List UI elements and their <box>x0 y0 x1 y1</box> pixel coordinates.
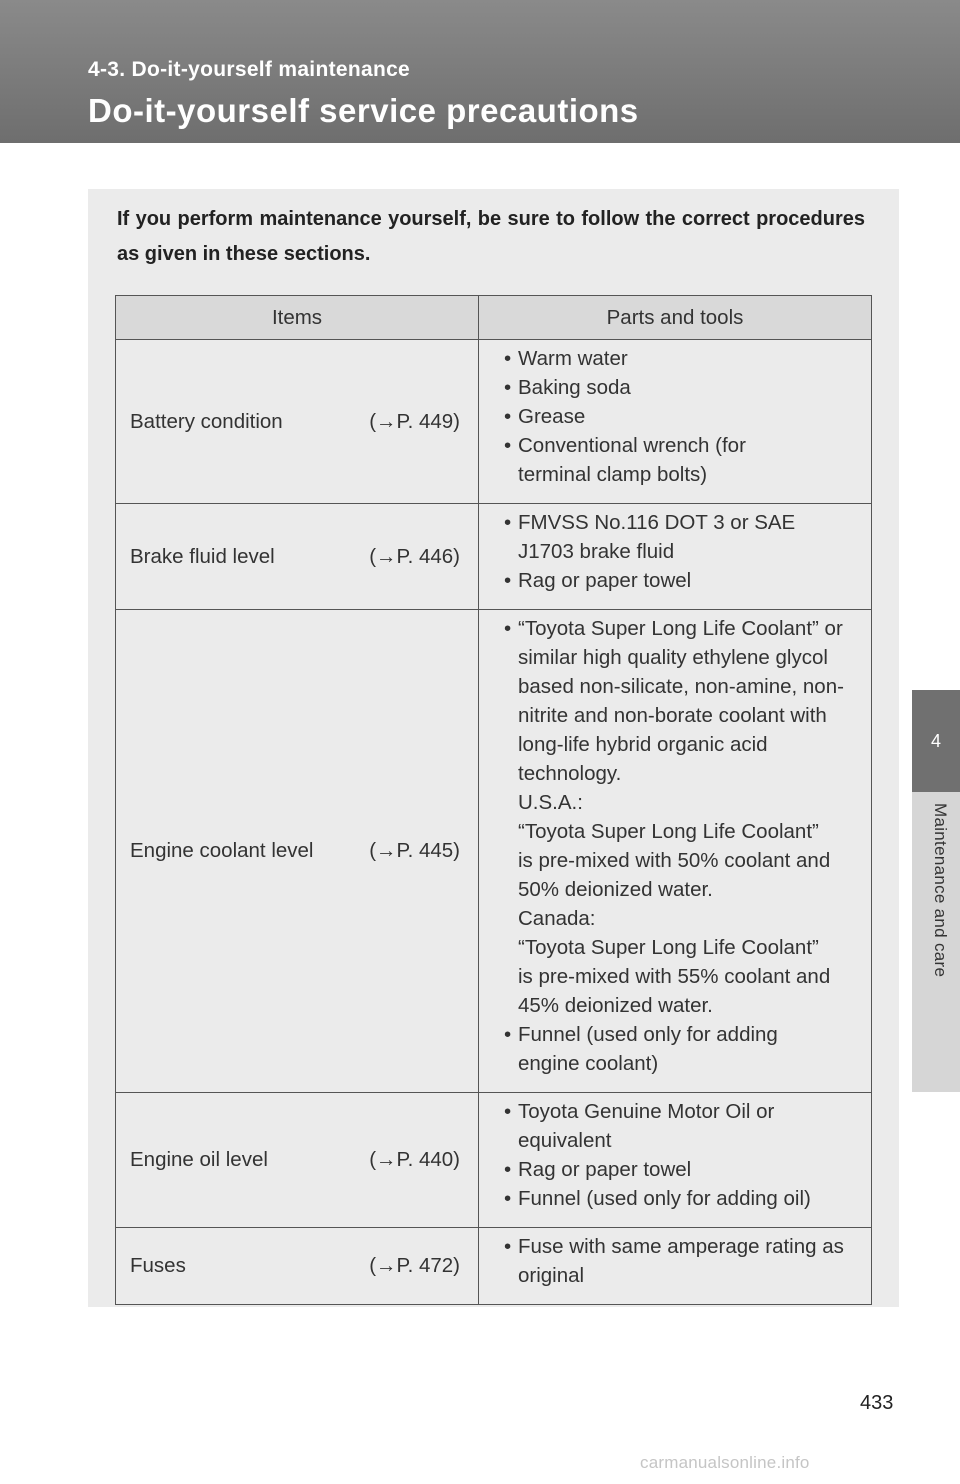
region-note: U.S.A.: <box>518 791 583 814</box>
table-row <box>116 610 872 1093</box>
parts-cell <box>479 340 872 504</box>
item-name: Battery condition <box>130 409 283 433</box>
region-note: Canada: <box>518 907 596 930</box>
list-item: • Conventional wrench (for terminal clamp bolts) <box>491 431 768 489</box>
list-item: • Baking soda <box>491 373 863 402</box>
list-item: • Funnel (used only for adding oil) <box>491 1184 863 1213</box>
column-header-parts: Parts and tools <box>479 296 872 340</box>
list-item: • Fuse with same amperage rating as original <box>491 1232 863 1290</box>
item-cell <box>116 610 479 1093</box>
parts-cell <box>479 1228 872 1305</box>
column-header-items: Items <box>116 296 479 340</box>
item-cell <box>116 340 479 504</box>
chapter-tab <box>912 690 960 792</box>
table-row <box>116 1228 872 1305</box>
region-note: “Toyota Super Long Life Coolant” is pre-mixed with 50% coolant and 50% deionized water. <box>518 820 831 901</box>
item-cell <box>116 504 479 610</box>
list-item: • Funnel (used only for adding engine coolant) <box>491 1020 818 1078</box>
region-note: “Toyota Super Long Life Coolant” is pre-mixed with 55% coolant and 45% deionized water. <box>518 936 831 1017</box>
item-name: Brake fluid level <box>130 544 275 568</box>
list-item: • Rag or paper towel <box>491 1155 863 1184</box>
page-number: 433 <box>860 1392 894 1414</box>
table-header-row <box>116 296 872 340</box>
item-name: Fuses <box>130 1254 186 1277</box>
parts-cell <box>479 610 872 1093</box>
intro-text: If you perform maintenance yourself, be sure to follow the correct procedures as given in these sections. <box>117 208 865 265</box>
page-reference: (→P. 446) <box>369 544 460 568</box>
maintenance-table <box>115 295 872 1305</box>
page-header <box>0 0 960 143</box>
chapter-number: 4 <box>930 730 941 751</box>
list-item: • Warm water <box>491 344 863 373</box>
item-name: Engine oil level <box>130 1148 268 1171</box>
page-reference: (→P. 445) <box>369 839 460 862</box>
parts-cell <box>479 504 872 610</box>
item-cell <box>116 1093 479 1228</box>
table-row <box>116 1093 872 1228</box>
item-cell <box>116 1228 479 1305</box>
list-item: • FMVSS No.116 DOT 3 or SAE J1703 brake fluid <box>491 508 828 566</box>
page-reference: (→P. 449) <box>369 409 460 433</box>
watermark-url[interactable]: carmanualsonline.info <box>640 1453 810 1472</box>
page-reference: (→P. 440) <box>369 1148 460 1171</box>
list-item: • “Toyota Super Long Life Coolant” or similar high quality ethylene glycol based non-silicate, non-amine, non-nitrite and non-borate coolant with long-life hybrid organic acid technology. <box>491 614 856 788</box>
item-name: Engine coolant level <box>130 839 314 862</box>
parts-cell <box>479 1093 872 1228</box>
chapter-label: Maintenance and care <box>931 803 950 978</box>
page-reference: (→P. 472) <box>369 1254 460 1277</box>
table-row <box>116 340 872 504</box>
list-item: • Toyota Genuine Motor Oil or equivalent <box>491 1097 818 1155</box>
list-item: • Grease <box>491 402 863 431</box>
page-title: Do-it-yourself service precautions <box>88 92 639 129</box>
section-label: 4-3. Do-it-yourself maintenance <box>88 58 411 81</box>
list-item: • Rag or paper towel <box>491 566 863 595</box>
table-row <box>116 504 872 610</box>
